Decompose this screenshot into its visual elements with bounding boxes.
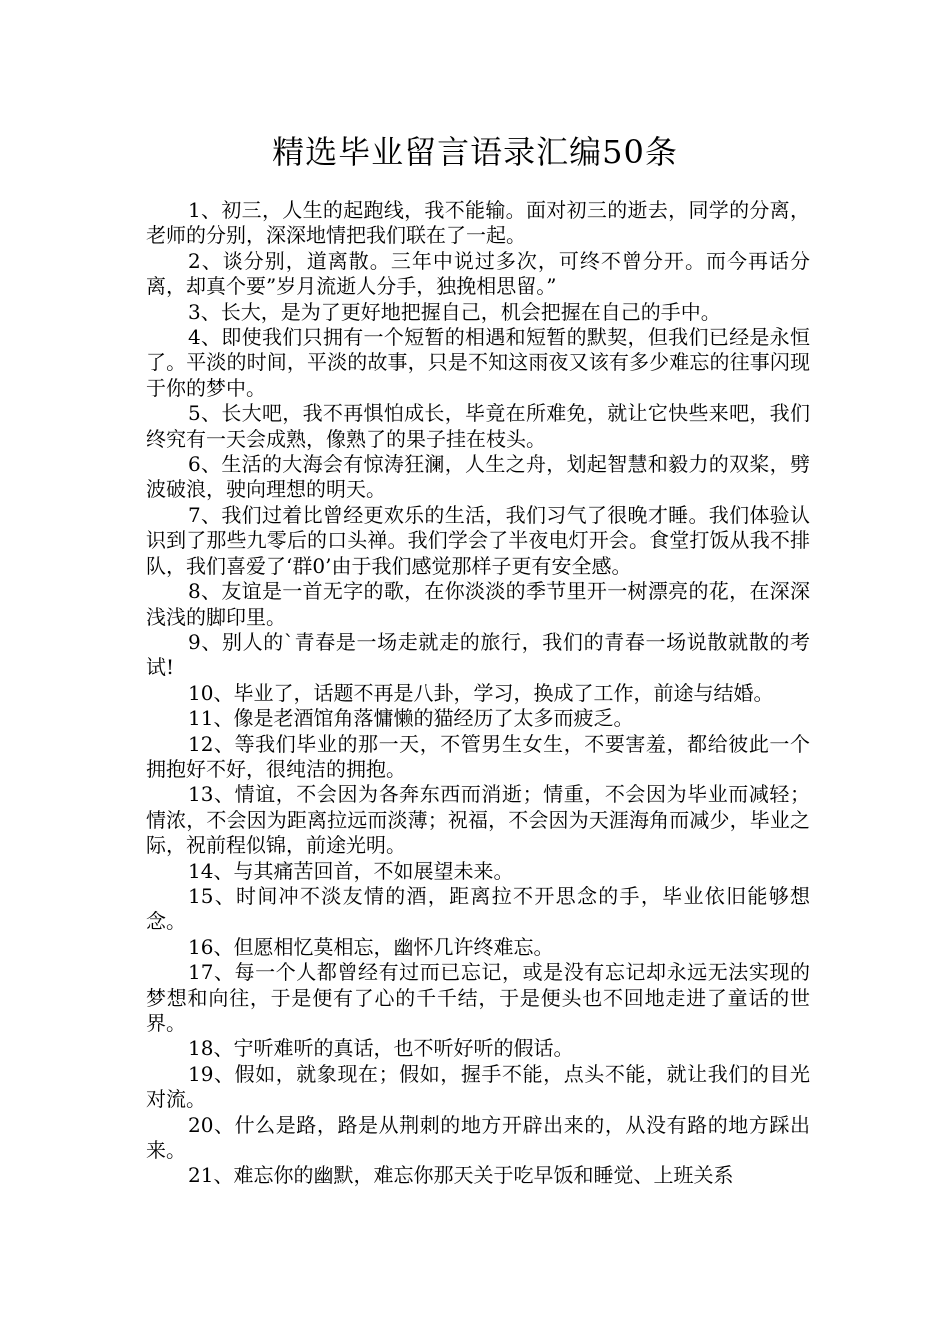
paragraph: 14、与其痛苦回首，不如展望未来。: [188, 858, 514, 883]
paragraph: 13、情谊，不会因为各奔东西而消逝；情重，不会因为毕业而减轻；情浓，不会因为距离拉远而淡薄；祝福，不会因为天涯海角而减少，毕业之际，祝前程似锦，前途光明。: [146, 782, 810, 858]
paragraph: 9、别人的`青春是一场走就走的旅行，我们的青春一场说散就散的考试!: [146, 629, 810, 680]
document-body: [146, 198, 810, 1189]
paragraph: 2、谈分别，道离散。三年中说过多次，可终不曾分开。而今再话分离，却真个要”岁月流逝人分手，独挽相思留。”: [146, 248, 810, 299]
paragraph: 4、即使我们只拥有一个短暂的相遇和短暂的默契，但我们已经是永恒了。平淡的时间，平淡的故事，只是不知这雨夜又该有多少难忘的往事闪现于你的梦中。: [146, 325, 810, 400]
paragraph: 5、长大吧，我不再惧怕成长，毕竟在所难免，就让它快些来吧，我们终究有一天会成熟，像熟了的果子挂在枝头。: [146, 401, 810, 451]
paragraph: 15、时间冲不淡友情的酒，距离拉不开思念的手，毕业依旧能够想念。: [146, 883, 810, 934]
paragraph: 20、什么是路，路是从荆刺的地方开辟出来的，从没有路的地方踩出来。: [146, 1112, 810, 1163]
paragraph: 7、我们过着比曾经更欢乐的生活，我们习气了很晚才睡。我们体验认识到了那些九零后的口头禅。我们学会了半夜电灯开会。食堂打饭从我不排队，我们喜爱了‘群0’由于我们感觉那样子更有安全感。: [146, 502, 810, 578]
paragraph: 11、像是老酒馆角落慵懒的猫经历了太多而疲乏。: [188, 706, 634, 731]
paragraph: 1、初三，人生的起跑线，我不能输。面对初三的逝去，同学的分离，老师的分别，深深地情把我们联在了一起。: [146, 198, 810, 248]
paragraph: 18、宁听难听的真话，也不听好听的假话。: [188, 1036, 574, 1061]
paragraph: 21、难忘你的幽默，难忘你那天关于吃早饭和睡觉、上班关系: [188, 1163, 734, 1188]
paragraph: 10、毕业了，话题不再是八卦，学习，换成了工作，前途与结婚。: [188, 680, 774, 705]
paragraph: 3、长大，是为了更好地把握自己，机会把握在自己的手中。: [188, 299, 721, 324]
document-title: 精选毕业留言语录汇编50条: [272, 133, 678, 171]
paragraph: 12、等我们毕业的那一天，不管男生女生，不要害羞，都给彼此一个拥抱好不好，很纯洁的拥抱。: [146, 731, 810, 781]
paragraph: 19、假如，就象现在；假如，握手不能，点头不能，就让我们的目光对流。: [146, 1061, 810, 1112]
paragraph: 8、友谊是一首无字的歌，在你淡淡的季节里开一树漂亮的花，在深深浅浅的脚印里。: [146, 579, 810, 629]
paragraph: 16、但愿相忆莫相忘，幽怀几许终难忘。: [188, 934, 554, 959]
paragraph: 17、每一个人都曾经有过而已忘记，或是没有忘记却永远无法实现的梦想和向往，于是便有了心的千千结，于是便头也不回地走进了童话的世界。: [146, 960, 810, 1035]
paragraph: 6、生活的大海会有惊涛狂澜，人生之舟，划起智慧和毅力的双桨，劈波破浪，驶向理想的明天。: [146, 452, 810, 502]
